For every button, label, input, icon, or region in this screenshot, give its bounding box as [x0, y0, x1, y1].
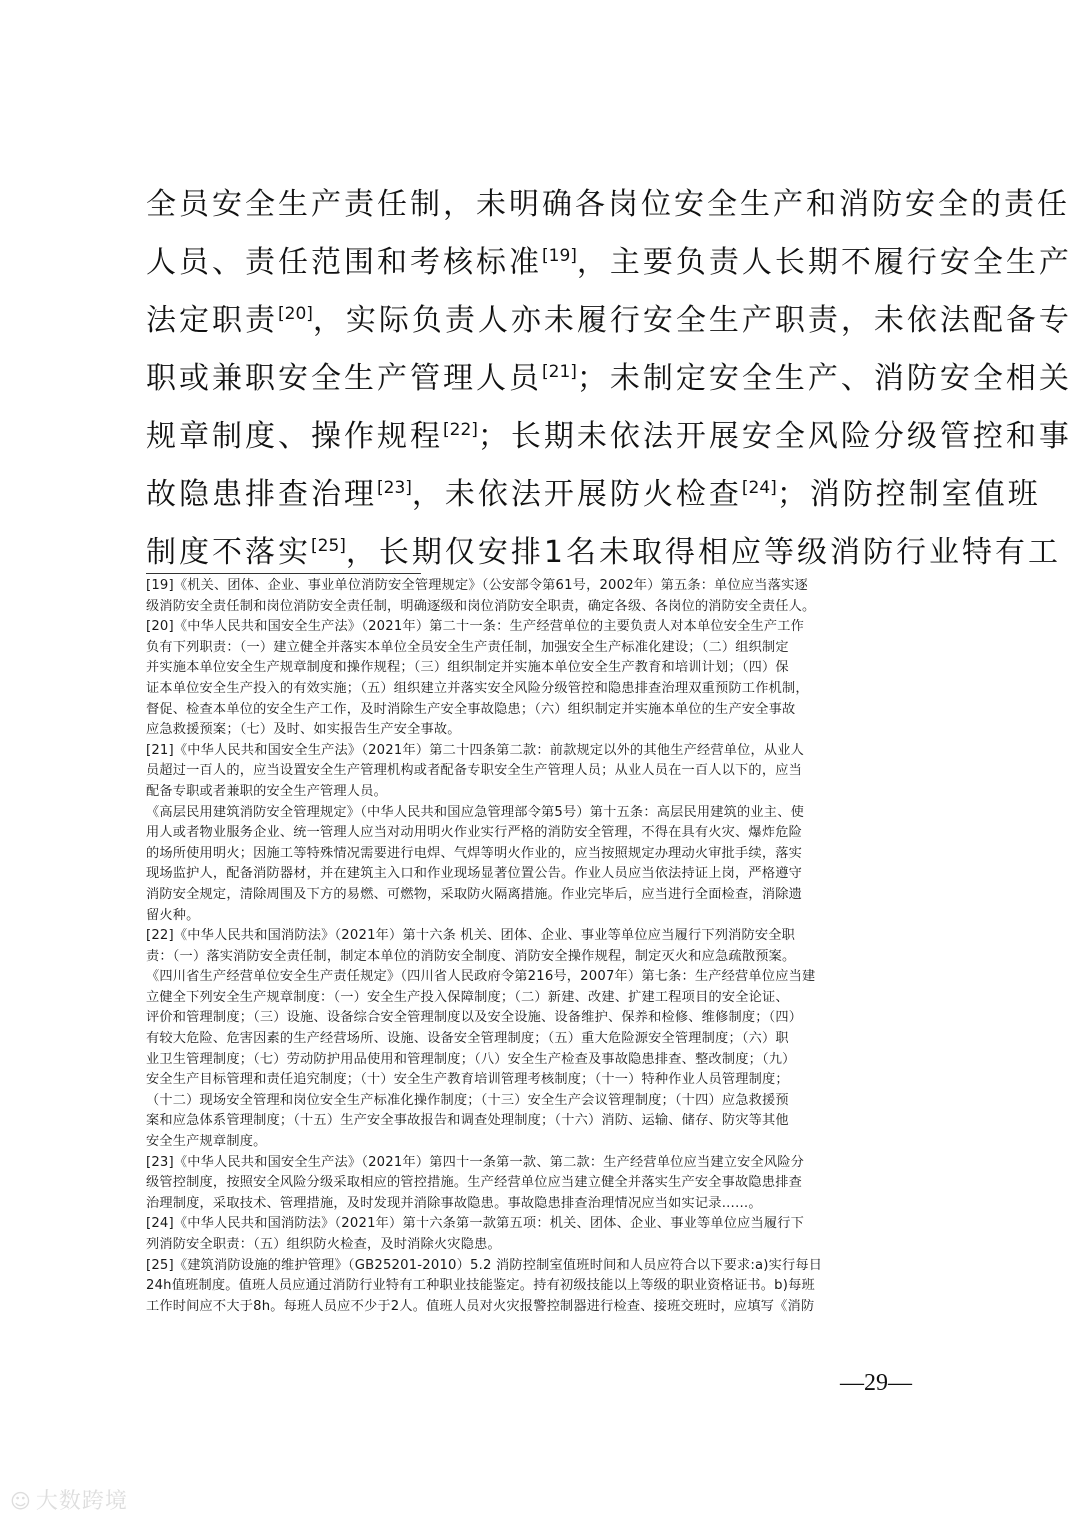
- weibo-logo-icon: ☺: [10, 1489, 32, 1513]
- footnote-line: 责：（一）落实消防安全责任制，制定本单位的消防安全制度、消防安全操作规程，制定灭火和应急疏散预案。: [146, 948, 796, 964]
- footnote-line: 消防安全规定，清除周围及下方的易燃、可燃物，采取防火隔离措施。作业完毕后，应当进行全面检查，消除遗: [146, 886, 802, 902]
- footnote-line: [25]《建筑消防设施的维护管理》（GB25201-2010）5.2 消防控制室值班时间和人员应符合以下要求:a)实行每日: [146, 1257, 823, 1273]
- footnote-ref-21: [21]: [542, 362, 577, 382]
- footnote-ref-20: [20]: [278, 304, 313, 324]
- paragraph-line: 职或兼职安全生产管理人员[21]；未制定安全生产、消防安全相关: [146, 361, 1072, 396]
- footnote-line: 证本单位安全生产投入的有效实施；（五）组织建立并落实安全风险分级管控和隐患排查治理双重预防工作机制，: [146, 680, 809, 696]
- footnote-line: 《四川省生产经营单位安全生产责任规定》（四川省人民政府令第216号，2007年）第七条：生产经营单位应当建: [146, 969, 816, 985]
- footnote-ref-19: [19]: [542, 246, 577, 266]
- footnote-ref-23: [23]: [377, 478, 412, 498]
- footnote-line: 列消防安全职责：（五）组织防火检查，及时消除火灾隐患。: [146, 1237, 501, 1252]
- footnote-line: [20]《中华人民共和国安全生产法》（2021年）第二十一条：生产经营单位的主要负责人对本单位安全生产工作: [146, 619, 805, 635]
- paragraph-line: 法定职责[20]，实际负责人亦未履行安全生产职责，未依法配备专: [146, 303, 1072, 338]
- footnote-line: 有较大危险、危害因素的生产经营场所、设施、设备安全管理制度；（五）重大危险源安全管理制度；（六）职: [146, 1031, 789, 1047]
- paragraph-line: 制度不落实[25]，长期仅安排1名未取得相应等级消防行业特有工: [146, 535, 1061, 570]
- footnote-line: 级消防安全责任制和岗位消防安全责任制，明确逐级和岗位消防安全职责，确定各级、各岗位的消防安全责任人。: [146, 598, 816, 614]
- footnote-ref-24: [24]: [741, 478, 777, 498]
- footnote-separator: [146, 573, 421, 574]
- footnote-line: 级管控制度，按照安全风险分级采取相应的管控措施。生产经营单位应当建立健全并落实生产安全事故隐患排查: [146, 1175, 802, 1191]
- paragraph-line: 故隐患排查治理[23]，未依法开展防火检查[24]；消防控制室值班: [146, 477, 1041, 512]
- footnote-line: 现场监护人，配备消防器材，并在建筑主入口和作业现场显著位置公告。作业人员应当依法持证上岗，严格遵守: [146, 866, 802, 882]
- paragraph-line: 人员、责任范围和考核标准[19]，主要负责人长期不履行安全生产: [146, 245, 1072, 280]
- footnote-line: （十二）现场安全管理和岗位安全生产标准化操作制度；（十三）安全生产会议管理制度；（十四）应急救援预: [146, 1092, 789, 1108]
- footnote-line: 立健全下列安全生产规章制度：（一）安全生产投入保障制度；（二）新建、改建、扩建工程项目的安全论证、: [146, 989, 789, 1005]
- footnote-ref-22: [22]: [443, 420, 478, 440]
- page-number: —29—: [840, 1370, 912, 1396]
- watermark: [10, 1484, 128, 1515]
- footnote-line: 配备专职或者兼职的安全生产管理人员。: [146, 783, 387, 799]
- footnote-line: 治理制度，采取技术、管理措施，及时发现并消除事故隐患。事故隐患排查治理情况应当如实记录……。: [146, 1195, 762, 1211]
- footnote-line: 《高层民用建筑消防安全管理规定》（中华人民共和国应急管理部令第5号）第十五条：高层民用建筑的业主、使: [146, 804, 804, 820]
- footnote-line: 用人或者物业服务企业、统一管理人应当对动用明火作业实行严格的消防安全管理，不得在具有火灾、爆炸危险: [146, 825, 802, 841]
- footnote-line: 督促、检查本单位的安全生产工作，及时消除生产安全事故隐患；（六）组织制定并实施本单位的生产安全事故: [146, 701, 796, 717]
- paragraph-line: 规章制度、操作规程[22]；长期未依法开展安全风险分级管控和事: [146, 419, 1072, 454]
- footnote-line: 留火种。: [146, 907, 200, 923]
- footnote-line: [22]《中华人民共和国消防法》（2021年）第十六条 机关、团体、企业、事业等单位应当履行下列消防安全职: [146, 928, 796, 944]
- footnotes: [146, 576, 952, 1317]
- footnote-line: 安全生产目标管理和责任追究制度；（十）安全生产教育培训管理考核制度；（十一）特种作业人员管理制度；: [146, 1072, 789, 1088]
- main-paragraph: [146, 176, 1072, 582]
- footnote-line: [21]《中华人民共和国安全生产法》（2021年）第二十四条第二款：前款规定以外的其他生产经营单位，从业人: [146, 742, 805, 758]
- footnote-line: 员超过一百人的，应当设置安全生产管理机构或者配备专职安全生产管理人员；从业人员在一百人以下的，应当: [146, 763, 802, 779]
- footnote-line: 负有下列职责：（一）建立健全并落实本单位全员安全生产责任制，加强安全生产标准化建设；（二）组织制定: [146, 639, 789, 655]
- footnote-line: 评价和管理制度；（三）设施、设备综合安全管理制度以及安全设施、设备维护、保养和检修、维修制度；（四）: [146, 1010, 803, 1026]
- footnote-line: 工作时间应不大于8h。每班人员应不少于2人。值班人员对火灾报警控制器进行检查、接班交班时，应填写《消防: [146, 1298, 815, 1314]
- footnote-ref-25: [25]: [311, 536, 346, 556]
- footnote-line: 安全生产规章制度。: [146, 1134, 267, 1150]
- footnote-line: 应急救援预案；（七）及时、如实报告生产安全事故。: [146, 722, 461, 738]
- footnote-line: 案和应急体系管理制度；（十五）生产安全事故报告和调查处理制度；（十六）消防、运输、储存、防灾等其他: [146, 1113, 789, 1129]
- watermark-text: 大数跨境: [35, 1489, 128, 1514]
- footnote-line: [24]《中华人民共和国消防法》（2021年）第十六条第一款第五项：机关、团体、企业、事业等单位应当履行下: [146, 1216, 805, 1232]
- footnote-line: 的场所使用明火；因施工等特殊情况需要进行电焊、气焊等明火作业的，应当按照规定办理动火审批手续，落实: [146, 845, 802, 861]
- footnote-line: [23]《中华人民共和国安全生产法》（2021年）第四十一条第一款、第二款：生产经营单位应当建立安全风险分: [146, 1154, 805, 1170]
- footnote-line: 业卫生管理制度；（七）劳动防护用品使用和管理制度；（八）安全生产检查及事故隐患排查、整改制度；（九）: [146, 1051, 796, 1067]
- footnote-line: 并实施本单位安全生产规章制度和操作规程；（三）组织制定并实施本单位安全生产教育和培训计划；（四）保: [146, 660, 789, 676]
- footnote-line: [19]《机关、团体、企业、事业单位消防安全管理规定》（公安部令第61号，2002年）第五条：单位应当落实逐: [146, 578, 808, 593]
- footnote-line: 24h值班制度。值班人员应通过消防行业特有工种职业技能鉴定。持有初级技能以上等级的职业资格证书。b)每班: [146, 1278, 815, 1294]
- paragraph-line: 全员安全生产责任制，未明确各岗位安全生产和消防安全的责任: [146, 187, 1070, 222]
